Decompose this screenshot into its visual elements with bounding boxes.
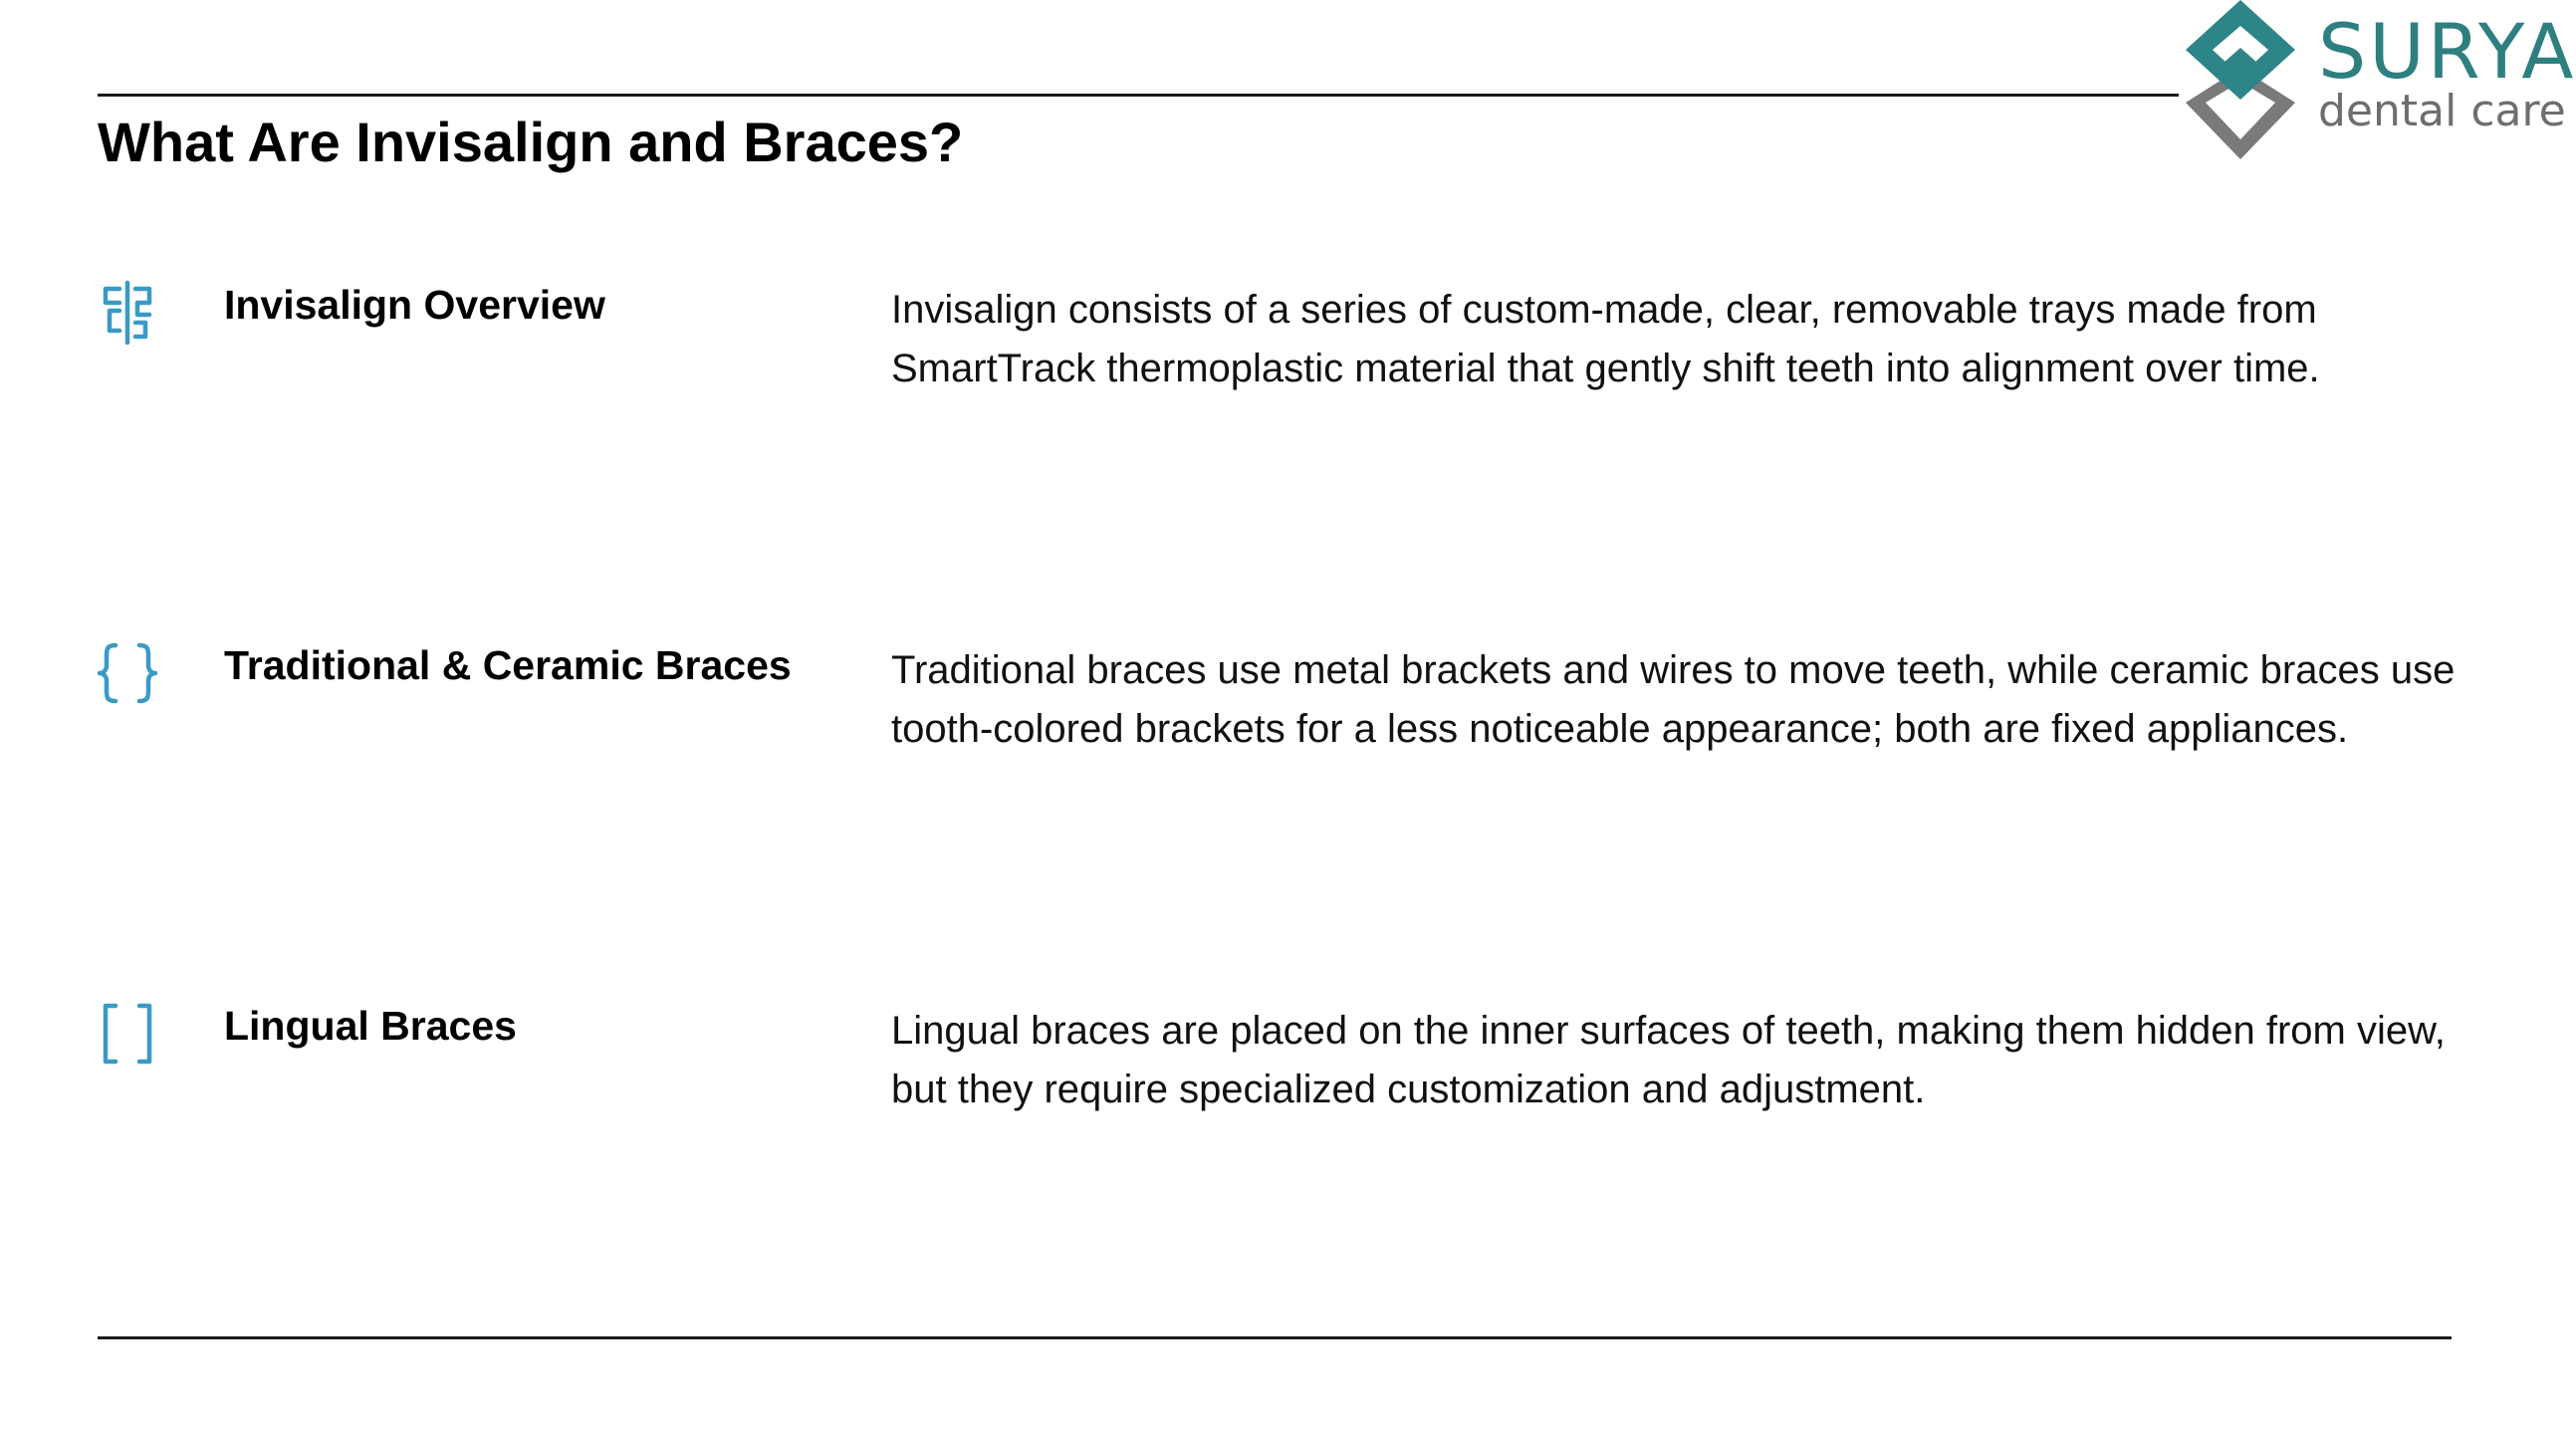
section-description: Lingual braces are placed on the inner surfaces of teeth, making them hidden from view, but they require specialized customization and adjustment. [891,1009,2446,1111]
section-description: Invisalign consists of a series of custom-made, clear, removable trays made from SmartTrack thermoplastic material that gently shift teeth into alignment over time. [891,288,2320,390]
logo-brand-name: SURYA [2318,7,2576,96]
surya-logo [2171,0,2576,164]
tooth-aligner-icon [96,281,159,345]
section-description: Traditional braces use metal brackets and wires to move teeth, while ceramic braces use tooth-colored brackets for a less noticeable appearance; both are fixed appliances. [891,648,2456,751]
diamond-logo-icon [2171,0,2320,164]
section-heading: Lingual Braces [224,1003,517,1049]
section-heading: Traditional & Ceramic Braces [224,642,792,688]
page-title: What Are Invisalign and Braces? [98,111,964,173]
curly-braces-icon [96,641,159,705]
bottom-divider [98,1336,2452,1339]
square-brackets-icon [96,1002,159,1066]
logo-tagline: dental care [2318,86,2566,136]
section-heading: Invisalign Overview [224,282,605,328]
top-divider [98,94,2179,97]
